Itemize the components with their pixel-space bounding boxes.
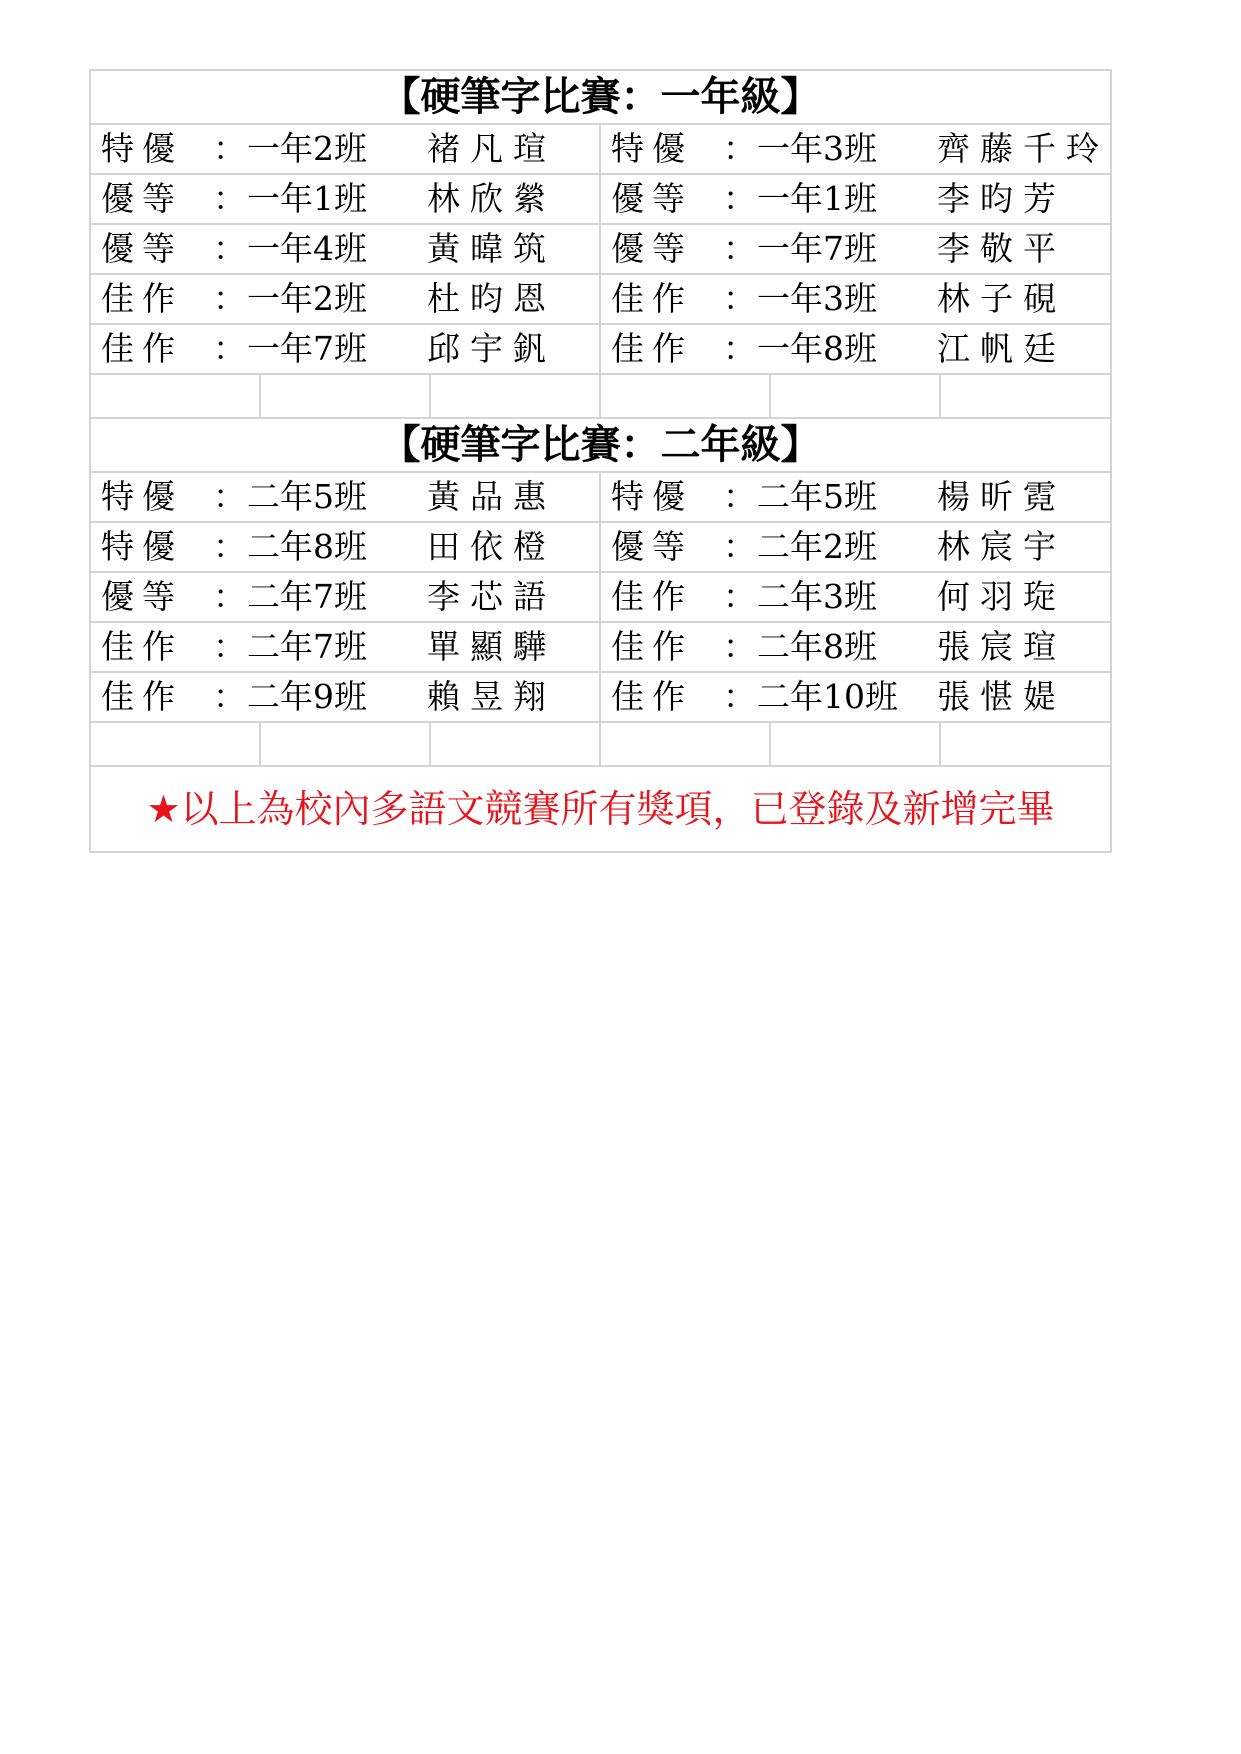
separator: ： <box>213 477 246 516</box>
award-level: 優等 <box>101 229 183 268</box>
student-name: 杜昀恩 <box>427 279 556 318</box>
completion-note: ★以上為校內多語文競賽所有獎項，已登錄及新增完畢 <box>90 766 1111 852</box>
award-table <box>89 69 1112 853</box>
student-name: 齊藤千玲 <box>937 129 1109 168</box>
separator: ： <box>723 279 756 318</box>
section-title-row <box>90 70 1111 124</box>
award-level: 佳作 <box>101 279 183 318</box>
separator: ： <box>213 329 246 368</box>
separator: ： <box>723 229 756 268</box>
separator: ： <box>723 129 756 168</box>
award-level: 佳作 <box>611 329 693 368</box>
empty-cell <box>600 722 770 766</box>
empty-cell <box>770 374 940 418</box>
empty-cell <box>940 374 1111 418</box>
award-entry <box>600 274 1111 324</box>
section-title: 【硬筆字比賽：一年級】 <box>90 70 1111 124</box>
award-entry <box>600 324 1111 374</box>
student-name: 黃品惠 <box>427 477 556 516</box>
table-row <box>90 622 1111 672</box>
separator: ： <box>213 677 246 716</box>
student-name: 邱宇釩 <box>427 329 556 368</box>
award-level: 特優 <box>101 129 183 168</box>
award-entry <box>90 472 600 522</box>
class-name: 一年4班 <box>247 229 367 268</box>
class-name: 一年7班 <box>757 229 877 268</box>
student-name: 李芯語 <box>427 577 556 616</box>
student-name: 張宸瑄 <box>937 627 1066 666</box>
separator: ： <box>723 677 756 716</box>
award-level: 特優 <box>611 129 693 168</box>
separator: ： <box>723 577 756 616</box>
separator: ： <box>723 527 756 566</box>
separator: ： <box>213 179 246 218</box>
award-entry <box>90 274 600 324</box>
spacer-row <box>90 722 1111 766</box>
award-level: 特優 <box>101 477 183 516</box>
table-row <box>90 572 1111 622</box>
class-name: 一年8班 <box>757 329 877 368</box>
class-name: 二年7班 <box>247 627 367 666</box>
separator: ： <box>723 179 756 218</box>
award-level: 佳作 <box>611 627 693 666</box>
class-name: 二年3班 <box>757 577 877 616</box>
class-name: 二年7班 <box>247 577 367 616</box>
empty-cell <box>260 722 430 766</box>
separator: ： <box>213 129 246 168</box>
award-entry <box>90 672 600 722</box>
table-row <box>90 472 1111 522</box>
separator: ： <box>213 229 246 268</box>
award-level: 特優 <box>611 477 693 516</box>
section-title-row <box>90 418 1111 472</box>
award-entry <box>600 672 1111 722</box>
separator: ： <box>213 627 246 666</box>
award-level: 優等 <box>611 179 693 218</box>
empty-cell <box>600 374 770 418</box>
student-name: 楊昕霓 <box>937 477 1066 516</box>
award-level: 佳作 <box>101 627 183 666</box>
empty-cell <box>940 722 1111 766</box>
class-name: 一年7班 <box>247 329 367 368</box>
class-name: 二年9班 <box>247 677 367 716</box>
student-name: 江帆廷 <box>937 329 1066 368</box>
separator: ： <box>723 477 756 516</box>
table-row <box>90 124 1111 174</box>
empty-cell <box>430 722 600 766</box>
empty-cell <box>90 722 260 766</box>
class-name: 二年8班 <box>757 627 877 666</box>
award-level: 佳作 <box>611 577 693 616</box>
student-name: 何羽琁 <box>937 577 1066 616</box>
separator: ： <box>213 527 246 566</box>
separator: ： <box>723 329 756 368</box>
award-entry <box>90 324 600 374</box>
class-name: 二年5班 <box>757 477 877 516</box>
award-level: 佳作 <box>611 279 693 318</box>
class-name: 一年2班 <box>247 129 367 168</box>
class-name: 二年8班 <box>247 527 367 566</box>
award-level: 佳作 <box>611 677 693 716</box>
table-row <box>90 672 1111 722</box>
student-name: 賴昱翔 <box>427 677 556 716</box>
award-entry <box>600 224 1111 274</box>
award-level: 優等 <box>101 577 183 616</box>
table-row <box>90 274 1111 324</box>
award-entry <box>90 522 600 572</box>
spacer-row <box>90 374 1111 418</box>
award-entry <box>90 572 600 622</box>
separator: ： <box>723 627 756 666</box>
student-name: 黃暐筑 <box>427 229 556 268</box>
award-entry <box>600 572 1111 622</box>
empty-cell <box>430 374 600 418</box>
award-entry <box>600 174 1111 224</box>
award-entry <box>90 622 600 672</box>
class-name: 二年10班 <box>757 677 898 716</box>
empty-cell <box>770 722 940 766</box>
award-level: 優等 <box>611 527 693 566</box>
award-entry <box>90 124 600 174</box>
separator: ： <box>213 279 246 318</box>
student-name: 林欣縈 <box>427 179 556 218</box>
table-row <box>90 224 1111 274</box>
table-row <box>90 324 1111 374</box>
student-name: 單顯驊 <box>427 627 556 666</box>
student-name: 張愖媞 <box>937 677 1066 716</box>
award-level: 佳作 <box>101 329 183 368</box>
award-entry <box>90 224 600 274</box>
note-row <box>90 766 1111 852</box>
award-level: 優等 <box>611 229 693 268</box>
student-name: 褚凡瑄 <box>427 129 556 168</box>
class-name: 一年3班 <box>757 129 877 168</box>
separator: ： <box>213 577 246 616</box>
class-name: 一年2班 <box>247 279 367 318</box>
class-name: 二年2班 <box>757 527 877 566</box>
award-level: 佳作 <box>101 677 183 716</box>
student-name: 李昀芳 <box>937 179 1066 218</box>
empty-cell <box>90 374 260 418</box>
award-entry <box>90 174 600 224</box>
award-entry <box>600 522 1111 572</box>
award-level: 優等 <box>101 179 183 218</box>
class-name: 一年1班 <box>757 179 877 218</box>
student-name: 林宸宇 <box>937 527 1066 566</box>
table-row <box>90 522 1111 572</box>
table-row <box>90 174 1111 224</box>
student-name: 田依橙 <box>427 527 556 566</box>
award-entry <box>600 622 1111 672</box>
class-name: 一年1班 <box>247 179 367 218</box>
award-level: 特優 <box>101 527 183 566</box>
class-name: 二年5班 <box>247 477 367 516</box>
section-title: 【硬筆字比賽：二年級】 <box>90 418 1111 472</box>
award-entry <box>600 124 1111 174</box>
empty-cell <box>260 374 430 418</box>
award-entry <box>600 472 1111 522</box>
student-name: 李敬平 <box>937 229 1066 268</box>
class-name: 一年3班 <box>757 279 877 318</box>
student-name: 林子硯 <box>937 279 1066 318</box>
